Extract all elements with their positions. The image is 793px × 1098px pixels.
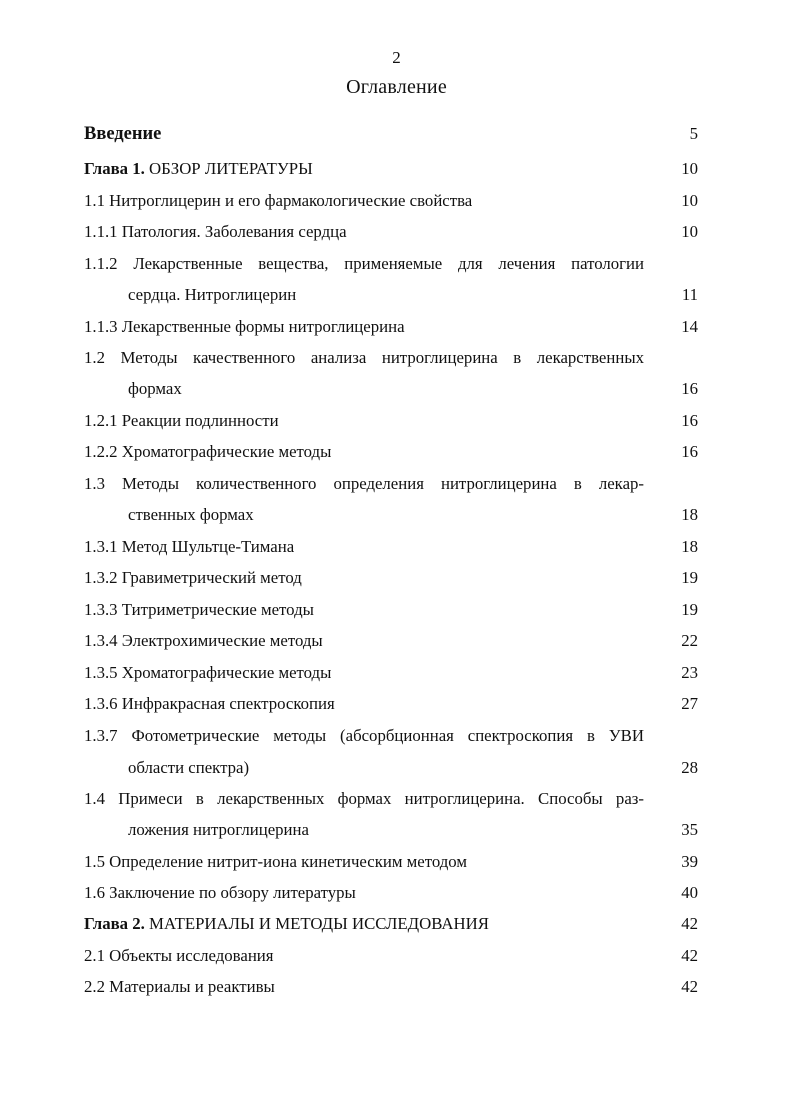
toc-page-1-1-3: 14	[681, 317, 698, 336]
toc-page-1-3-1: 18	[681, 537, 698, 556]
toc-entry-intro: Введение	[84, 124, 162, 144]
toc-entry-1-2-1: 1.2.1 Реакции подлинности	[84, 411, 279, 430]
toc-entry-1-3-line2: ственных формах	[128, 505, 254, 524]
toc-page-1-1: 10	[681, 191, 698, 210]
toc-entry-2-2: 2.2 Материалы и реактивы	[84, 977, 275, 996]
chapter-2-prefix: Глава 2.	[84, 914, 145, 933]
toc-entry-1-1-1: 1.1.1 Патология. Заболевания сердца	[84, 222, 347, 241]
toc-entry-1-1-2-line2: сердца. Нитроглицерин	[128, 285, 297, 304]
toc-entry-1-3-3: 1.3.3 Титриметрические методы	[84, 600, 314, 619]
toc-entry-1-3-5: 1.3.5 Хроматографические методы	[84, 663, 332, 682]
toc-page-1-3-5: 23	[681, 663, 698, 682]
toc-entry-1-3-7-line1: 1.3.7 Фотометрические методы (абсорбционная спектроскопия в УВИ	[84, 726, 644, 745]
toc-entry-chapter-1	[84, 159, 644, 179]
toc-entry-1-2-line1: 1.2 Методы качественного анализа нитроглицерина в лекарственных	[84, 348, 644, 367]
toc-page-1-3: 18	[681, 505, 698, 524]
toc-entry-1-6: 1.6 Заключение по обзору литературы	[84, 883, 356, 902]
toc-page-1-1-2: 11	[681, 285, 698, 304]
toc-page-chapter-1: 10	[681, 159, 698, 178]
toc-entry-1-4-line2: ложения нитроглицерина	[128, 820, 309, 839]
toc-title: Оглавление	[346, 76, 447, 98]
toc-page-1-3-7: 28	[681, 758, 698, 777]
toc-page-chapter-2: 42	[681, 914, 698, 933]
toc-entry-1-2-2: 1.2.2 Хроматографические методы	[84, 442, 332, 461]
toc-page-1-3-6: 27	[681, 694, 698, 713]
toc-page-intro: 5	[689, 124, 698, 143]
chapter-1-title: ОБЗОР ЛИТЕРАТУРЫ	[149, 159, 313, 178]
toc-page-1-1-1: 10	[681, 222, 698, 241]
toc-entry-1-4-line1: 1.4 Примеси в лекарственных формах нитроглицерина. Способы раз-	[84, 789, 644, 808]
toc-page-2-2: 42	[681, 977, 698, 996]
toc-page-1-2-2: 16	[681, 442, 698, 461]
toc-entry-1-3-2: 1.3.2 Гравиметрический метод	[84, 568, 302, 587]
chapter-1-prefix: Глава 1.	[84, 159, 145, 178]
toc-page-1-6: 40	[681, 883, 698, 902]
toc-entry-1-3-6: 1.3.6 Инфракрасная спектроскопия	[84, 694, 335, 713]
toc-entry-1-3-7-line2: области спектра)	[128, 758, 250, 777]
toc-page-1-2-1: 16	[681, 411, 698, 430]
toc-page-2-1: 42	[681, 946, 698, 965]
toc-entry-1-1: 1.1 Нитроглицерин и его фармакологические свойства	[84, 191, 473, 210]
toc-page-1-3-2: 19	[681, 568, 698, 587]
toc-entry-1-3-line1: 1.3 Методы количественного определения нитроглицерина в лекар-	[84, 474, 644, 493]
toc-entry-1-2-line2: формах	[128, 379, 182, 398]
toc-page-1-5: 39	[681, 852, 698, 871]
chapter-2-title: МАТЕРИАЛЫ И МЕТОДЫ ИССЛЕДОВАНИЯ	[149, 914, 489, 933]
toc-page-1-3-4: 22	[681, 631, 698, 650]
toc-entry-chapter-2	[84, 914, 644, 934]
toc-page-1-4: 35	[681, 820, 698, 839]
toc-entry-1-3-1: 1.3.1 Метод Шультце-Тимана	[84, 537, 295, 556]
toc-entry-1-5: 1.5 Определение нитрит-иона кинетическим методом	[84, 852, 467, 871]
toc-entry-1-1-3: 1.1.3 Лекарственные формы нитроглицерина	[84, 317, 405, 336]
toc-entry-1-1-2-line1: 1.1.2 Лекарственные вещества, применяемые для лечения патологии	[84, 254, 644, 273]
toc-entry-2-1: 2.1 Объекты исследования	[84, 946, 274, 965]
toc-page-1-2: 16	[681, 379, 698, 398]
page-number: 2	[392, 48, 401, 67]
toc-page-1-3-3: 19	[681, 600, 698, 619]
toc-entry-1-3-4: 1.3.4 Электрохимические методы	[84, 631, 323, 650]
